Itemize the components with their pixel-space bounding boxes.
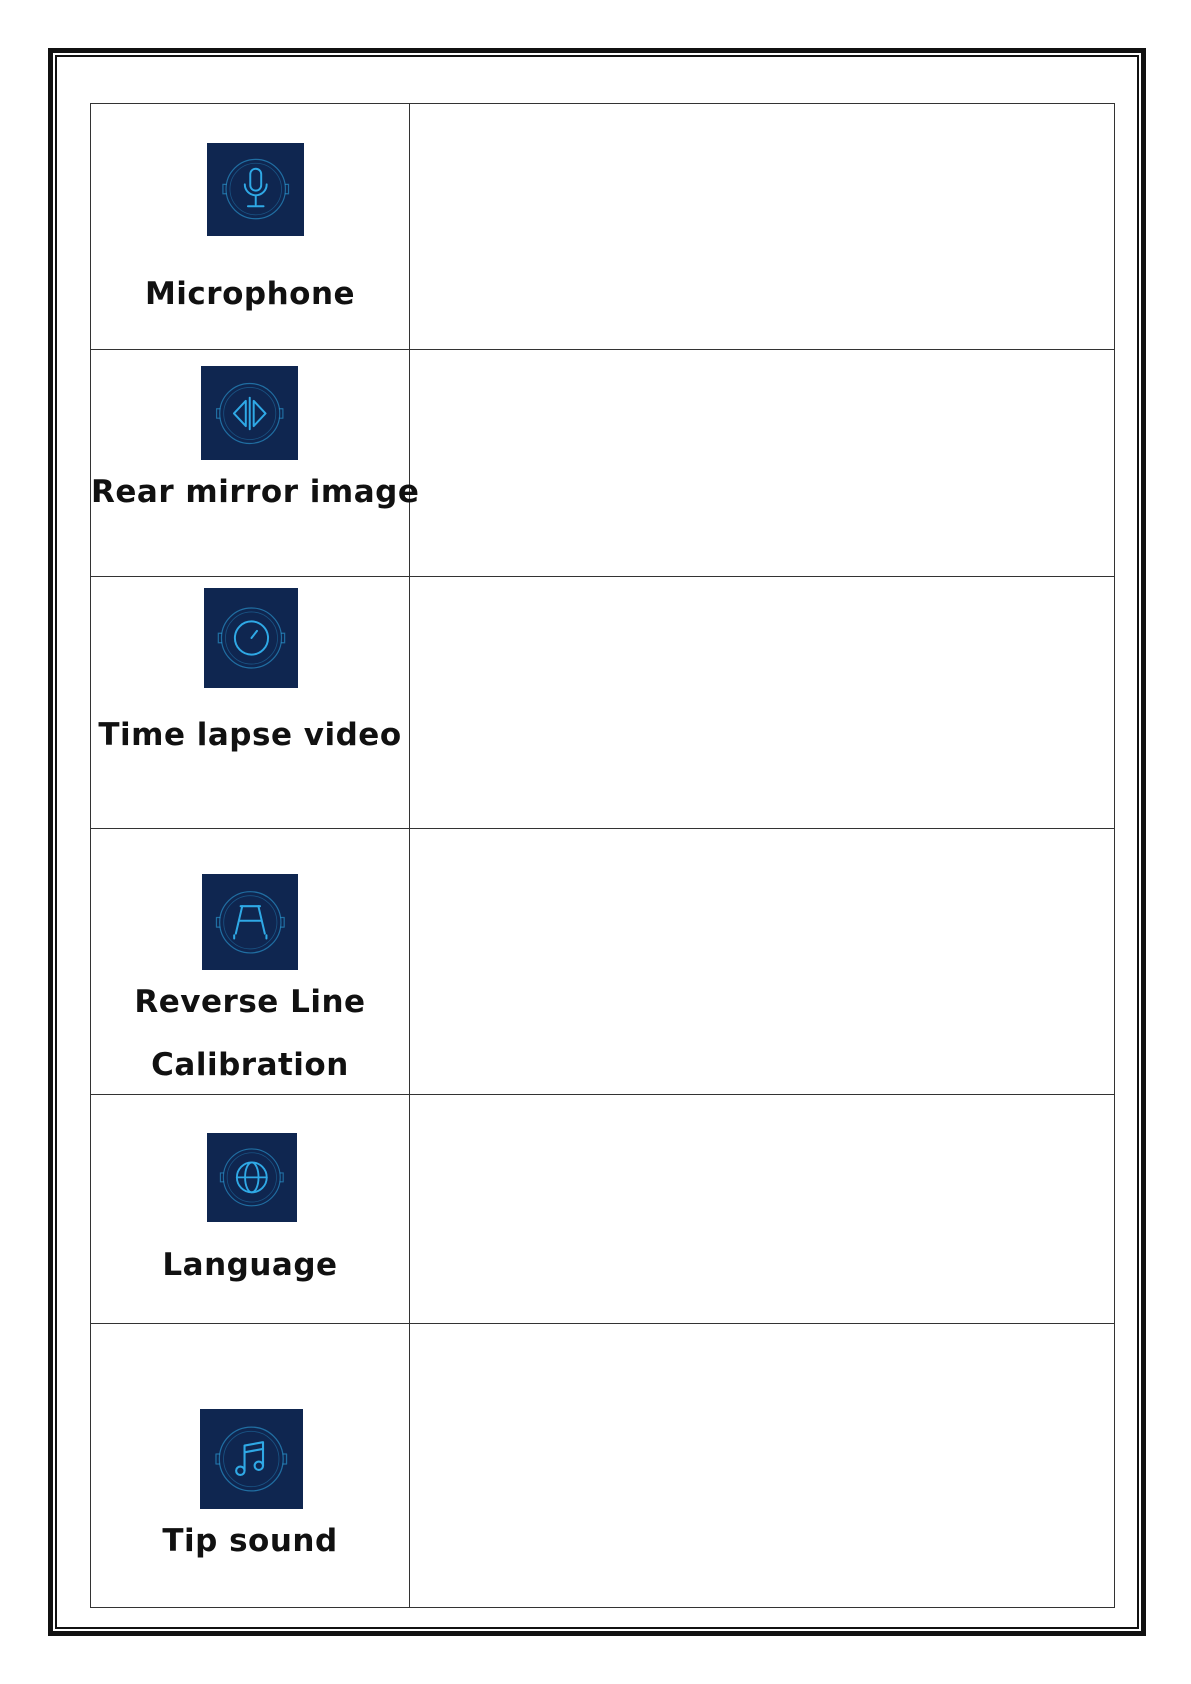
settings-table: [90, 103, 1115, 1608]
table-row: [91, 1095, 1115, 1324]
setting-description-cell: [410, 829, 1115, 1095]
clock-icon: [204, 588, 298, 688]
setting-name-cell: [91, 829, 410, 1095]
mirror-flip-icon: [201, 366, 298, 460]
setting-description-cell: [410, 104, 1115, 350]
setting-name-cell: [91, 577, 410, 829]
setting-description-cell: [410, 1324, 1115, 1608]
table-row: [91, 350, 1115, 577]
setting-label: Tip sound: [162, 1523, 338, 1559]
setting-label: Time lapse video: [98, 717, 402, 753]
setting-label: Rear mirror image: [91, 474, 420, 510]
setting-label-line2: Calibration: [151, 1047, 349, 1083]
table-row: [91, 1324, 1115, 1608]
table-row: [91, 829, 1115, 1095]
setting-description-cell: [410, 350, 1115, 577]
globe-icon: [207, 1133, 297, 1222]
setting-name-cell: [91, 1095, 410, 1324]
setting-label: Microphone: [144, 276, 356, 312]
setting-name-cell: [91, 350, 420, 577]
setting-name-cell: [91, 1324, 410, 1608]
setting-name-cell: [91, 104, 410, 350]
reverse-line-icon: [202, 874, 298, 970]
setting-label-line1: Reverse Line: [134, 984, 366, 1020]
microphone-icon: [207, 143, 304, 236]
setting-description-cell: [410, 577, 1115, 829]
setting-label: Language: [162, 1247, 338, 1283]
table-row: [91, 577, 1115, 829]
table-row: [91, 104, 1115, 350]
music-note-icon: [200, 1409, 303, 1509]
setting-description-cell: [410, 1095, 1115, 1324]
